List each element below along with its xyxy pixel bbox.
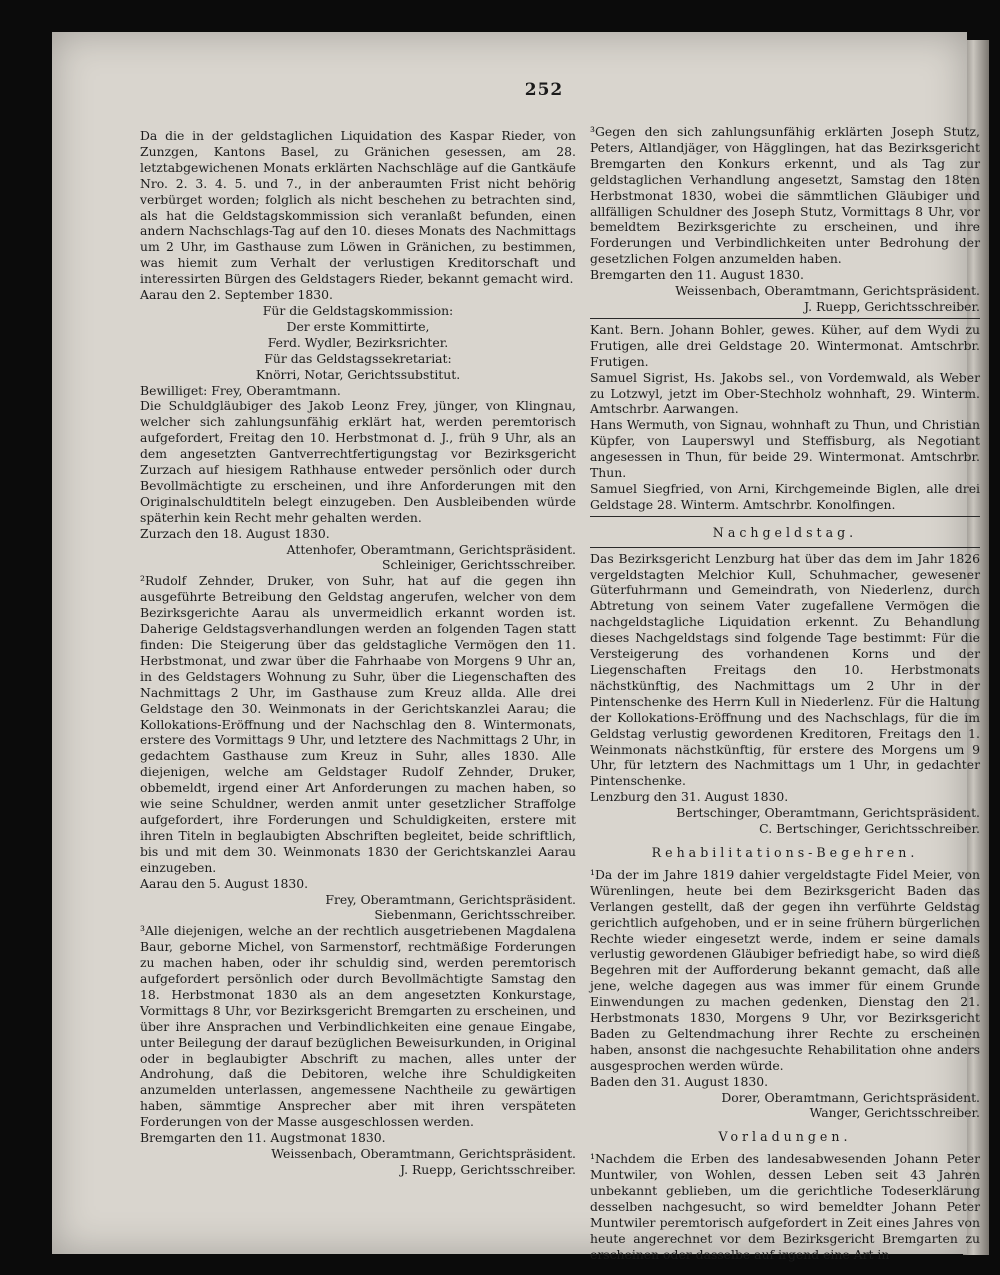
notice-meier: ¹Da der im Jahre 1819 dahier vergeldstagte Fidel Meier, von Würenlingen, heute bei dem Bezirksgericht Baden das Verlangen gestellt, daß der gegen ihn verführte Geldstag gerichtlich aufgehoben, und er in seine frühern bürgerlichen Rechte wieder eingesetzt werde, indem er seine damals verlustig gewordenen Gläubiger befriedigt habe, so wird dieß Begehren mit der Aufforderung bekannt gemacht, daß alle jene, welche dagegen aus was immer für einem Grunde Einwendungen zu machen gedenken, Dienstag den 21. Herbstmonats 1830, Morgens 9 Uhr, vor Bezirksgericht Baden zu Geltendmachung ihrer Rechte zu erscheinen haben, ansonst die nachgesuchte Rehabilitation ohne anders ausgesprochen werden würde.: [590, 866, 980, 1073]
notice-date: Bremgarten den 11. August 1830.: [590, 267, 804, 283]
approval-line: Bewilliget: Frey, Oberamtmann.: [140, 382, 341, 398]
left-column: [140, 128, 576, 1178]
signature-line: Für die Geldstagskommission:: [262, 302, 454, 318]
notice-date: Aarau den 2. September 1830.: [140, 287, 333, 303]
signature-line: Attenhofer, Oberamtmann, Gerichtspräsident.: [286, 541, 576, 557]
bern-entry: Samuel Siegfried, von Arni, Kirchgemeinde Biglen, alle drei Geldstage 28. Winterm. Amtschrbr. Konolfingen.: [590, 480, 980, 512]
signature-line: Weissenbach, Oberamtmann, Gerichtspräsident.: [271, 1146, 576, 1161]
divider: [590, 318, 980, 319]
notice-date: Lenzburg den 31. August 1830.: [590, 789, 789, 805]
signature-line: C. Bertschinger, Gerichtsschreiber.: [759, 821, 980, 837]
newspaper-page: [52, 32, 980, 1262]
notice-rieder: Da die in der geldstaglichen Liquidation des Kaspar Rieder, von Zunzgen, Kantons Basel, zu Gränichen gesessen, am 28. letztabgewichenen Monats erklärten Nachschläge auf die Gantkäufe Nro. 2. 3. 4. 5. und 7., in der anberaumten Frist nicht behörig verbürget worden; folglich als nicht beschehen zu betrachten sind, als hat die Geldstagskommission sich veranlaßt befunden, einen andern Nachschlags-Tag auf den 10. dieses Monats des Nachmittags um 2 Uhr, im Gasthause zum Löwen in Gränichen, zu bestimmen, was hiemit zum Verhalt der verlustigen Kreditorschaft und interessirten Bürgen des Geldstagers Rieder, bekannt gemacht wird.: [140, 128, 576, 287]
bern-entry: Kant. Bern. Johann Bohler, gewes. Küher, auf dem Wydi zu Frutigen, alle drei Geldstage 20. Wintermonat. Amtschrbr. Frutigen.: [590, 321, 980, 369]
signature-line: Dorer, Oberamtmann, Gerichtspräsident.: [721, 1089, 980, 1105]
notice-frey: Die Schuldgläubiger des Jakob Leonz Frey, jünger, von Klingnau, welcher sich zahlungsunfähig erklärt hat, werden peremtorisch aufgefordert, Freitag den 10. Herbstmonat d. J., früh 9 Uhr, als an dem angesetzten Gantverrechtfertigungstag vor Bezirksgericht Zurzach auf hiesigem Rathhause entweder persönlich oder durch Bevollmächtigte zu erscheinen, und ihre Anforderungen mit den Originalschuldtiteln belegt einzugeben. Den Ausbleibenden würde späterhin kein Recht mehr gehalten werden.: [140, 398, 576, 525]
signature-line: Weissenbach, Oberamtmann, Gerichtspräsident.: [675, 283, 980, 299]
notice-date: Aarau den 5. August 1830.: [140, 875, 309, 891]
signature-line: J. Ruepp, Gerichtsschreiber.: [804, 298, 980, 314]
signature-line: Der erste Kommittirte,: [286, 318, 430, 334]
section-heading-nachgeldstag: Nachgeldstag.: [712, 524, 858, 540]
signature-line: Wanger, Gerichtsschreiber.: [809, 1105, 980, 1121]
divider: [590, 547, 980, 548]
right-column: [590, 124, 980, 1263]
notice-date: Zurzach den 18. August 1830.: [140, 525, 330, 541]
signature-line: Frey, Oberamtmann, Gerichtspräsident.: [325, 891, 576, 907]
notice-date: Baden den 31. August 1830.: [590, 1073, 769, 1089]
notice-date: Bremgarten den 11. Augstmonat 1830.: [140, 1130, 386, 1146]
divider: [590, 516, 980, 517]
notice-kull: Das Bezirksgericht Lenzburg hat über das dem im Jahr 1826 vergeldstagten Melchior Kull, Schuhmacher, gewesener Güterfuhrmann und Gemeindrath, von Niederlenz, durch Abtretung von seinem Vater zugefallene Vermögen die nachgeldstagliche Liquidation erkennt. Zu Behandlung dieses Nachgeldstags sind folgende Tage bestimmt: Für die Versteigerung des vorhandenen Korns und der Liegenschaften Freitags den 10. Herbstmonats nächstkünftig, des Nachmittags um 2 Uhr in der Pintenschenke des Herrn Kull in Niederlenz. Für die Haltung der Kollokations-Eröffnung und des Nachschlags, für die im Geldstag verlustig gewordenen Kreditoren, Freitags den 1. Weinmonats nächstkünftig, für erstere des Morgens um 9 Uhr, für letztern des Nachmittags um 1 Uhr, in gedachter Pintenschenke.: [590, 550, 980, 789]
signature-line: J. Ruepp, Gerichtsschreiber.: [400, 1161, 576, 1177]
signature-line: Bertschinger, Oberamtmann, Gerichtspräsident.: [676, 805, 980, 821]
signature-line: Siebenmann, Gerichtsschreiber.: [374, 907, 576, 923]
page-number: 252: [524, 80, 564, 100]
bern-entry: Hans Wermuth, von Signau, wohnhaft zu Thun, und Christian Küpfer, von Lauperswyl und Steffisburg, als Negotiant angesessen in Thun, für beide 29. Wintermonat. Amtschrbr. Thun.: [590, 417, 980, 481]
notice-stutz: ³Gegen den sich zahlungsunfähig erklärten Joseph Stutz, Peters, Altlandjäger, von Hägglingen, hat das Bezirksgericht Bremgarten den Konkurs erkennt, und als Tag zur geldstaglichen Verhandlung angesetzt, Samstag den 18ten Herbstmonat 1830, wobei die sämmtlichen Gläubiger und allfälligen Schuldner des Joseph Stutz, Vormittags 8 Uhr, vor bemeldtem Bezirksgerichte zu erscheinen, und ihre Forderungen und Verbindlichkeiten unter Bedrohung der gesetzlichen Folgen anzumelden haben.: [590, 124, 980, 267]
bern-entry: Samuel Sigrist, Hs. Jakobs sel., von Vordemwald, als Weber zu Lotzwyl, jetzt im Ober-Stechholz wohnhaft, 29. Winterm. Amtschrbr. Aarwangen.: [590, 369, 980, 417]
signature-line: Für das Geldstagssekretariat:: [264, 350, 452, 366]
notice-baur: ³Alle diejenigen, welche an der rechtlich ausgetriebenen Magdalena Baur, geborne Michel, von Sarmenstorf, rechtmäßige Forderungen zu machen haben, oder ihr schuldig sind, werden peremtorisch aufgefordert persönlich oder durch Bevollmächtigte Samstag den 18. Herbstmonat 1830 als an dem angesetzten Konkurstage, Vormittags 8 Uhr, vor Bezirksgericht Bremgarten zu erscheinen, und über ihre Ansprachen und Verbindlichkeiten eine genaue Eingabe, unter Beilegung der darauf bezüglichen Beweisurkunden, in Original oder in beglaubigter Abschrift zu machen, alles unter der Androhung, daß die Debitoren, welche ihre Schuldigkeiten anzumelden unterlassen, angemessene Nachtheile zu gewärtigen haben, sämmtige Ansprecher aber mit ihren verspäteten Forderungen von der Masse ausgeschlossen werden.: [140, 923, 576, 1130]
signature-line: Knörri, Notar, Gerichtssubstitut.: [255, 366, 461, 382]
notice-zehnder: ²Rudolf Zehnder, Druker, von Suhr, hat auf die gegen ihn ausgeführte Betreibung den Geldstag angerufen, welcher von dem Bezirksgerichte Aarau als unvermeidlich erkannt worden ist. Daherige Geldstagsverhandlungen werden an folgenden Tagen statt finden: Die Steigerung über das geldstagliche Vermögen den 11. Herbstmonat, und zwar über die Fahrhaabe von Morgens 9 Uhr an, in des Geldstagers Wohnung zu Suhr, über die Liegenschaften des Nachmittags 2 Uhr, im Gasthause zum Kreuz allda. Alle drei Geldstage den 30. Weinmonats in der Gerichtskanzlei Aarau; die Kollokations-Eröffnung und der Nachschlag den 8. Wintermonats, erstere des Vormittags 9 Uhr, und letztere des Nachmittags 2 Uhr, in gedachtem Gasthause zum Kreuz in Suhr, alles 1830. Alle diejenigen, welche am Geldstager Rudolf Zehnder, Druker, obbemeldt, irgend einer Art Anforderungen zu machen haben, so wie seine Schuldner, werden anmit unter gesetzlicher Straffolge aufgefordert, ihre Forderungen und Schuldigkeiten, erstere mit ihren Titeln in beglaubigten Abschriften begleitet, beide schriftlich, bis und mit dem 30. Weinmonats 1830 der Gerichtskanzlei Aarau einzugeben.: [140, 573, 576, 875]
signature-line: Ferd. Wydler, Bezirksrichter.: [267, 334, 449, 350]
section-heading-vorladungen: Vorladungen.: [718, 1129, 852, 1145]
signature-line: Schleiniger, Gerichtsschreiber.: [382, 557, 576, 573]
section-heading-rehabilitation: Rehabilitations-Begehren.: [651, 844, 919, 860]
notice-muntwiler: ¹Nachdem die Erben des landesabwesenden Johann Peter Muntwiler, von Wohlen, dessen Leben seit 43 Jahren unbekannt geblieben, um die gerichtliche Todeserklärung desselben nachgesucht, so wird bemeldter Johann Peter Muntwiler peremtorisch aufgefordert in Zeit eines Jahres von heute angerechnet vor dem Bezirksgericht Bremgarten zu erscheinen oder dasselbe auf irgend eine Art in: [590, 1151, 980, 1262]
